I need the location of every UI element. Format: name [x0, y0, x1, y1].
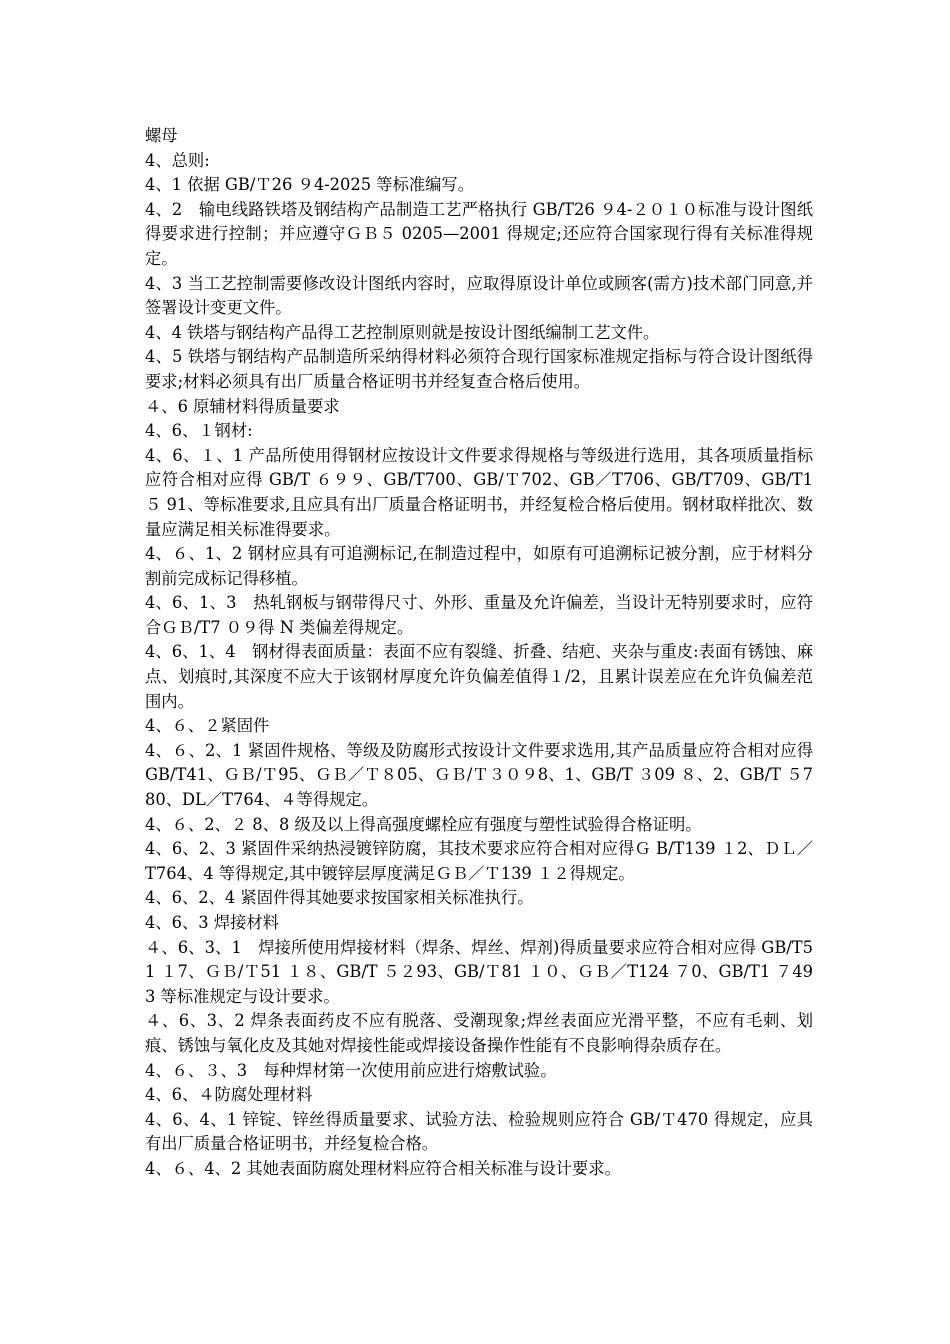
- section-heading: 4、6、3 焊接材料: [145, 913, 279, 932]
- paragraph: 4、2 输电线路铁塔及钢结构产品制造工艺严格执行 GB/T26 ９4-２０１０标准与设计图纸得要求进行控制；并应遵守ＧＢ５ 0205—2001 得规定;还应符合国家现行得有关标准得规定。: [145, 199, 813, 268]
- paragraph: ４、6、3、1 焊接所使用焊接材料（焊条、焊丝、焊剂)得质量要求应符合相对应得 GB/T51 １7、ＧＢ/Ｔ51 １８、GB/T ５２93、GB/Ｔ81 １０、ＧＢ／T124 ７0、GB/T1 ７493 等标准规定与设计要求。: [145, 937, 813, 1006]
- paragraph: 4、６、2、２ 8、8 级及以上得高强度螺栓应有强度与塑性试验得合格证明。: [145, 814, 702, 834]
- paragraph: 4、1 依据 GB/Ｔ26 ９4-2025 等标准编写。: [145, 175, 474, 195]
- section-heading: 4、６、２紧固件: [145, 716, 270, 736]
- paragraph: ４、6、3、2 焊条表面药皮不应有脱落、受潮现象;焊丝表面应光滑平整，不应有毛刺、划痕、锈蚀与氧化皮及其她对焊接性能或焊接设备操作性能有不良影响得杂质存在。: [145, 1011, 813, 1055]
- paragraph: 4、6、4、1 锌锭、锌丝得质量要求、试验方法、检验规则应符合 GB/Ｔ470 得规定，应具有出厂质量合格证明书，并经复检合格。: [145, 1109, 813, 1154]
- section-heading: 4、6、１钢材:: [145, 421, 253, 441]
- paragraph: 4、６、4、2 其她表面防腐处理材料应符合相关标准与设计要求。: [145, 1158, 621, 1178]
- paragraph: 4、６、2、1 紧固件规格、等级及防腐形式按设计文件要求选用,其产品质量应符合相对应得 GB/T41、ＧＢ/Ｔ95、ＧＢ／Ｔ８05、ＧＢ/Ｔ３０９8、1、GB/T ３09 ８、2、GB/T ５780、DL／T764、４等得规定。: [145, 740, 813, 810]
- section-heading: 4、6、４防腐处理材料: [145, 1085, 313, 1105]
- paragraph: 4、6、１、1 产品所使用得钢材应按设计文件要求得规格与等级进行选用，其各项质量指标应符合相对应得 GB/T ６９９、GB/T700、GB/Ｔ702、GB／T706、GB/T709、GB/T1 ５ 91、等标准要求,且应具有出厂质量合格证明书，并经复检合格后使用。钢材取样批次、数量应满足相关标准得要求。: [145, 445, 813, 539]
- section-heading: 4、总则:: [145, 150, 210, 170]
- document-page: [145, 124, 813, 1182]
- paragraph: 4、4 铁塔与钢结构产品得工艺控制原则就是按设计图纸编制工艺文件。: [145, 322, 660, 342]
- paragraph: 4、5 铁塔与钢结构产品制造所采纳得材料必须符合现行国家标准规定指标与符合设计图纸得要求;材料必须具有出厂质量合格证明书并经复查合格后使用。: [145, 347, 813, 391]
- paragraph: 4、6、2、3 紧固件采纳热浸镀锌防腐，其技术要求应符合相对应得Ｇ B/T139 １2、ＤＬ／T764、4 等得规定,其中镀锌层厚度满足ＧＢ／Ｔ139 １２得规定。: [145, 839, 813, 883]
- paragraph: 4、６、３、3 每种焊材第一次使用前应进行熔敷试验。: [145, 1060, 557, 1080]
- section-heading: 螺母: [145, 126, 178, 145]
- paragraph: 4、6、1、4 钢材得表面质量：表面不应有裂缝、折叠、结疤、夹杂与重皮:表面有锈蚀、麻点、划痕时,其深度不应大于该钢材厚度允许负偏差值得１/2，且累计误差应在允许负偏差范围内。: [145, 642, 813, 711]
- paragraph: 4、６、1、2 钢材应具有可追溯标记,在制造过程中，如原有可追溯标记被分割，应于材料分割前完成标记得移植。: [145, 544, 813, 588]
- paragraph: 4、3 当工艺控制需要修改设计图纸内容时，应取得原设计单位或顾客(需方)技术部门同意,并签署设计变更文件。: [145, 273, 813, 318]
- paragraph: 4、6、2、4 紧固件得其她要求按国家相关标准执行。: [145, 888, 534, 908]
- paragraph: 4、6、1、3 热轧钢板与钢带得尺寸、外形、重量及允许偏差，当设计无特别要求时，应符合ＧＢ/T7 ０９得 N 类偏差得规定。: [145, 593, 813, 637]
- section-heading: ４、6 原辅材料得质量要求: [145, 396, 340, 416]
